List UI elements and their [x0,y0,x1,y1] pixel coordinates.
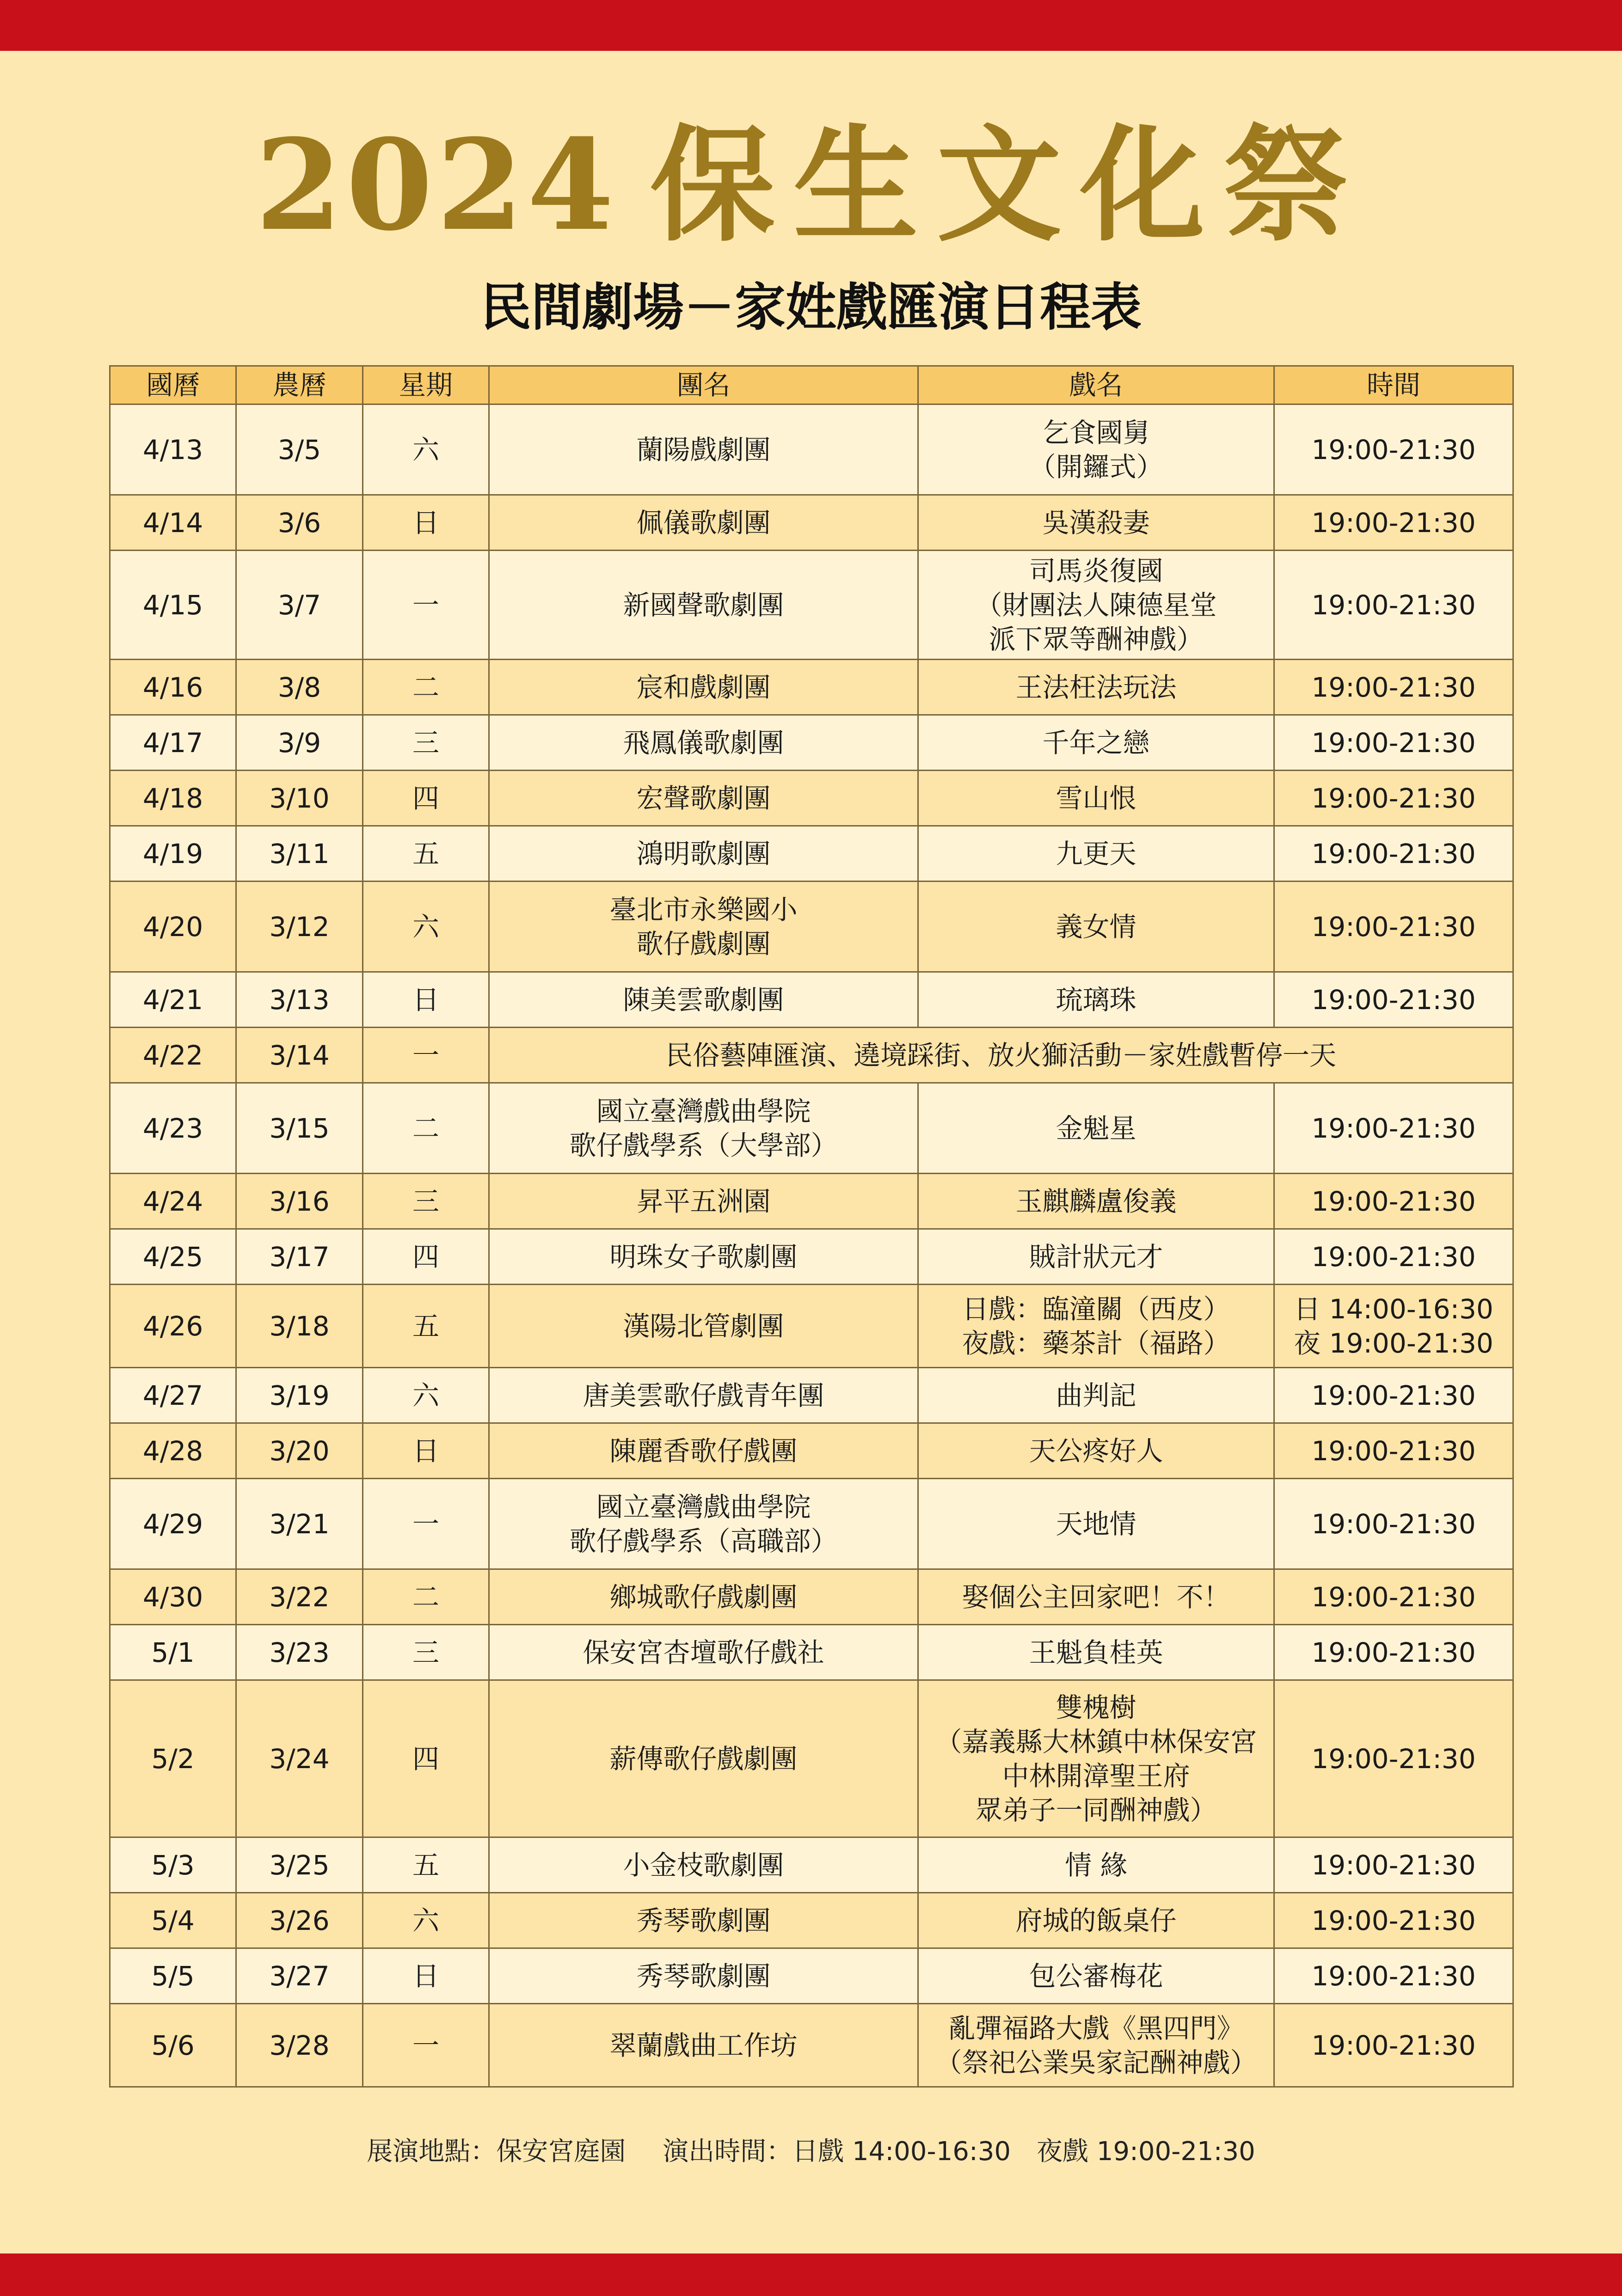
header-gregorian-date: 國曆 [110,366,236,404]
weekday-cell: 一 [363,2004,489,2087]
time-cell-line: 19:00-21:30 [1311,507,1476,539]
table-row [110,1948,1513,2004]
troupe-cell-line: 陳麗香歌仔戲團 [609,1435,798,1467]
gregorian-date-cell: 4/27 [110,1368,236,1423]
table-row [110,715,1513,771]
gregorian-date-cell: 5/5 [110,1948,236,2004]
lunar-date-cell: 3/12 [236,882,363,972]
weekday-cell: 二 [363,660,489,715]
play-cell [918,771,1274,826]
time-cell [1274,826,1513,882]
play-cell [918,2004,1274,2087]
play-cell-line: 日戲：臨潼關（西皮） [962,1293,1230,1325]
lunar-date-cell: 3/17 [236,1229,363,1285]
weekday-cell: 三 [363,1174,489,1229]
troupe-cell [489,1479,918,1569]
weekday-cell: 日 [363,1423,489,1479]
troupe-cell-line: 歌仔戲劇團 [636,928,771,960]
troupe-cell [489,2004,918,2087]
play-cell-line: 眾弟子一同酬神戲） [975,1794,1217,1826]
troupe-cell-line: 陳美雲歌劇團 [623,984,784,1016]
play-cell [918,1479,1274,1569]
play-cell-line: 吳漢殺妻 [1042,507,1150,539]
gregorian-date-cell: 5/6 [110,2004,236,2087]
lunar-date-cell: 3/25 [236,1837,363,1893]
troupe-cell-line: 翠蘭戲曲工作坊 [609,2029,798,2061]
lunar-date-cell: 3/7 [236,551,363,660]
weekday-cell: 六 [363,1368,489,1423]
play-cell-line: （財團法人陳德星堂 [975,589,1217,621]
play-cell [918,551,1274,660]
lunar-date-cell: 3/21 [236,1479,363,1569]
time-cell [1274,882,1513,972]
time-cell [1274,1680,1513,1837]
title-year: 2024 [255,111,618,258]
time-cell-line: 19:00-21:30 [1311,1185,1476,1217]
troupe-cell [489,826,918,882]
play-cell-line: 派下眾等酬神戲） [989,623,1204,655]
pause-note-cell: 民俗藝陣匯演、遶境踩街、放火獅活動－家姓戲暫停一天 [489,1028,1513,1083]
play-cell-line: 賊計狀元才 [1029,1241,1163,1273]
table-row [110,1625,1513,1680]
troupe-cell-line: 唐美雲歌仔戲青年團 [583,1379,824,1411]
weekday-cell: 二 [363,1569,489,1625]
gregorian-date-cell: 4/22 [110,1028,236,1083]
play-cell-line: 義女情 [1056,911,1137,943]
time-cell-line: 夜 19:00-21:30 [1294,1327,1493,1359]
table-row [110,1285,1513,1368]
footer-info [0,2131,1622,2168]
lunar-date-cell: 3/20 [236,1423,363,1479]
troupe-cell [489,882,918,972]
gregorian-date-cell: 4/17 [110,715,236,771]
play-cell-line: 王魁負桂英 [1029,1636,1163,1668]
time-cell-line: 19:00-21:30 [1311,984,1476,1016]
troupe-cell-line: 保安宮杏壇歌仔戲社 [583,1636,824,1668]
play-cell [918,404,1274,495]
lunar-date-cell: 3/15 [236,1083,363,1174]
footer-venue: 展演地點：保安宮庭園 [367,2137,626,2167]
troupe-cell [489,715,918,771]
play-cell-line: （祭祀公業吳家記酬神戲） [935,2046,1257,2078]
bottom-red-bar [0,2253,1622,2296]
troupe-cell-line: 國立臺灣戲曲學院 [596,1095,811,1127]
time-cell [1274,1569,1513,1625]
play-cell-line: 千年之戀 [1042,727,1150,759]
weekday-cell: 五 [363,1285,489,1368]
table-row [110,882,1513,972]
troupe-cell-line: 昇平五洲園 [636,1185,771,1217]
troupe-cell-line: 明珠女子歌劇團 [609,1241,798,1273]
gregorian-date-cell: 4/21 [110,972,236,1028]
gregorian-date-cell: 4/26 [110,1285,236,1368]
play-cell-line: 曲判記 [1056,1379,1137,1411]
play-cell [918,1229,1274,1285]
play-cell [918,972,1274,1028]
play-cell-line: 天地情 [1056,1508,1137,1540]
lunar-date-cell: 3/10 [236,771,363,826]
schedule-table [109,365,1514,2088]
gregorian-date-cell: 4/15 [110,551,236,660]
weekday-cell: 六 [363,882,489,972]
time-cell [1274,1285,1513,1368]
time-cell [1274,1625,1513,1680]
table-header-row [110,366,1513,404]
troupe-cell [489,972,918,1028]
table-row [110,972,1513,1028]
time-cell [1274,1368,1513,1423]
troupe-cell-line: 鄉城歌仔戲劇團 [609,1581,798,1613]
table-row [110,1479,1513,1569]
table-row [110,771,1513,826]
gregorian-date-cell: 4/14 [110,495,236,551]
time-cell [1274,660,1513,715]
lunar-date-cell: 3/19 [236,1368,363,1423]
gregorian-date-cell: 4/28 [110,1423,236,1479]
time-cell [1274,1479,1513,1569]
header-play: 戲名 [918,366,1274,404]
time-cell [1274,1893,1513,1948]
play-cell [918,1948,1274,2004]
troupe-cell-line: 秀琴歌劇團 [636,1960,771,1992]
table-row [110,826,1513,882]
table-row [110,1893,1513,1948]
gregorian-date-cell: 4/30 [110,1569,236,1625]
troupe-cell [489,1083,918,1174]
time-cell [1274,551,1513,660]
troupe-cell [489,1229,918,1285]
play-cell [918,1569,1274,1625]
weekday-cell: 五 [363,1837,489,1893]
lunar-date-cell: 3/23 [236,1625,363,1680]
weekday-cell: 五 [363,826,489,882]
table-row [110,2004,1513,2087]
lunar-date-cell: 3/18 [236,1285,363,1368]
play-cell [918,1083,1274,1174]
play-cell-line: 王法枉法玩法 [1015,671,1177,703]
gregorian-date-cell: 4/29 [110,1479,236,1569]
time-cell-line: 19:00-21:30 [1311,1636,1476,1668]
play-cell-line: （開鑼式） [1029,451,1163,483]
weekday-cell: 三 [363,1625,489,1680]
time-cell [1274,404,1513,495]
time-cell-line: 19:00-21:30 [1311,911,1476,943]
play-cell [918,1285,1274,1368]
play-cell-line: 雙槐樹 [1056,1691,1137,1723]
play-cell-line: 金魁星 [1056,1112,1137,1144]
troupe-cell [489,1423,918,1479]
play-cell [918,1625,1274,1680]
play-cell [918,495,1274,551]
play-cell-line: 中林開漳聖王府 [1002,1760,1190,1792]
play-cell-line: 情 緣 [1065,1849,1127,1881]
footer-times: 演出時間：日戲 14:00-16:30 夜戲 19:00-21:30 [663,2137,1255,2167]
weekday-cell: 六 [363,1893,489,1948]
weekday-cell: 四 [363,1229,489,1285]
gregorian-date-cell: 5/3 [110,1837,236,1893]
lunar-date-cell: 3/16 [236,1174,363,1229]
time-cell-line: 19:00-21:30 [1311,1508,1476,1540]
play-cell [918,715,1274,771]
lunar-date-cell: 3/6 [236,495,363,551]
play-cell [918,1893,1274,1948]
gregorian-date-cell: 4/13 [110,404,236,495]
time-cell-line: 19:00-21:30 [1311,838,1476,869]
troupe-cell-line: 宏聲歌劇團 [636,782,771,814]
troupe-cell-line: 新國聲歌劇團 [623,589,784,621]
weekday-cell: 一 [363,1479,489,1569]
time-cell-line: 19:00-21:30 [1311,1581,1476,1613]
play-cell [918,660,1274,715]
weekday-cell: 四 [363,1680,489,1837]
play-cell-line: 包公審梅花 [1029,1960,1163,1992]
troupe-cell-line: 國立臺灣戲曲學院 [596,1491,811,1523]
weekday-cell: 三 [363,715,489,771]
weekday-cell: 一 [363,1028,489,1083]
table-row [110,1083,1513,1174]
time-cell [1274,771,1513,826]
table-row [110,1368,1513,1423]
table-row [110,404,1513,495]
time-cell [1274,1423,1513,1479]
table-row [110,1569,1513,1625]
troupe-cell-line: 佩儀歌劇團 [636,507,771,539]
time-cell-line: 19:00-21:30 [1311,1241,1476,1273]
time-cell [1274,715,1513,771]
time-cell-line: 19:00-21:30 [1311,1904,1476,1936]
troupe-cell [489,1680,918,1837]
troupe-cell-line: 歌仔戲學系（高職部） [569,1525,838,1557]
table-row [110,1028,1513,1083]
table-row [110,551,1513,660]
troupe-cell-line: 秀琴歌劇團 [636,1904,771,1936]
play-cell [918,1368,1274,1423]
gregorian-date-cell: 5/1 [110,1625,236,1680]
play-cell [918,1423,1274,1479]
gregorian-date-cell: 4/25 [110,1229,236,1285]
lunar-date-cell: 3/11 [236,826,363,882]
troupe-cell-line: 飛鳳儀歌劇團 [623,727,784,759]
troupe-cell [489,404,918,495]
table-row [110,1229,1513,1285]
time-cell [1274,2004,1513,2087]
troupe-cell [489,495,918,551]
time-cell-line: 19:00-21:30 [1311,1743,1476,1775]
troupe-cell [489,1368,918,1423]
troupe-cell [489,660,918,715]
time-cell [1274,1837,1513,1893]
weekday-cell: 日 [363,495,489,551]
lunar-date-cell: 3/8 [236,660,363,715]
play-cell [918,882,1274,972]
lunar-date-cell: 3/9 [236,715,363,771]
time-cell-line: 19:00-21:30 [1311,1849,1476,1881]
table-row [110,660,1513,715]
troupe-cell [489,1893,918,1948]
troupe-cell-line: 薪傳歌仔戲劇團 [609,1743,798,1775]
lunar-date-cell: 3/28 [236,2004,363,2087]
play-cell-line: 琉璃珠 [1056,984,1137,1016]
lunar-date-cell: 3/13 [236,972,363,1028]
play-cell [918,1680,1274,1837]
troupe-cell [489,771,918,826]
lunar-date-cell: 3/5 [236,404,363,495]
time-cell [1274,1948,1513,2004]
play-cell-line: 雪山恨 [1056,782,1137,814]
play-cell [918,826,1274,882]
play-cell-line: 司馬炎復國 [1029,555,1163,587]
weekday-cell: 一 [363,551,489,660]
gregorian-date-cell: 5/4 [110,1893,236,1948]
time-cell [1274,972,1513,1028]
header-lunar-date: 農曆 [236,366,363,404]
play-cell-line: 天公疼好人 [1029,1435,1163,1467]
table-row [110,1680,1513,1837]
play-cell [918,1174,1274,1229]
header-troupe: 團名 [489,366,918,404]
time-cell-line: 日 14:00-16:30 [1294,1293,1493,1325]
gregorian-date-cell: 4/23 [110,1083,236,1174]
play-cell-line: 夜戲：藥茶計（福路） [962,1327,1230,1359]
weekday-cell: 二 [363,1083,489,1174]
play-cell-line: 乞食國舅 [1042,416,1150,448]
troupe-cell [489,1625,918,1680]
troupe-cell [489,1948,918,2004]
gregorian-date-cell: 4/19 [110,826,236,882]
title-name: 保生文化祭 [650,111,1367,258]
troupe-cell-line: 小金枝歌劇團 [623,1849,784,1881]
time-cell [1274,1083,1513,1174]
troupe-cell-line: 歌仔戲學系（大學部） [569,1129,838,1161]
troupe-cell-line: 臺北市永樂國小 [609,894,798,925]
time-cell-line: 19:00-21:30 [1311,1960,1476,1992]
lunar-date-cell: 3/27 [236,1948,363,2004]
header-time: 時間 [1274,366,1513,404]
time-cell-line: 19:00-21:30 [1311,727,1476,759]
play-cell-line: 九更天 [1056,838,1137,869]
troupe-cell [489,1285,918,1368]
weekday-cell: 四 [363,771,489,826]
weekday-cell: 日 [363,1948,489,2004]
time-cell-line: 19:00-21:30 [1311,1379,1476,1411]
troupe-cell [489,1837,918,1893]
gregorian-date-cell: 4/16 [110,660,236,715]
header-weekday: 星期 [363,366,489,404]
weekday-cell: 六 [363,404,489,495]
time-cell-line: 19:00-21:30 [1311,782,1476,814]
time-cell-line: 19:00-21:30 [1311,589,1476,621]
time-cell [1274,495,1513,551]
troupe-cell-line: 宸和戲劇團 [636,671,771,703]
troupe-cell-line: 鴻明歌劇團 [636,838,771,869]
lunar-date-cell: 3/14 [236,1028,363,1083]
top-red-bar [0,0,1622,51]
play-cell-line: 娶個公主回家吧！不！ [962,1581,1230,1613]
time-cell-line: 19:00-21:30 [1311,1435,1476,1467]
troupe-cell [489,551,918,660]
troupe-cell [489,1174,918,1229]
table-row [110,1837,1513,1893]
time-cell-line: 19:00-21:30 [1311,671,1476,703]
time-cell [1274,1174,1513,1229]
troupe-cell-line: 蘭陽戲劇團 [636,434,771,465]
weekday-cell: 日 [363,972,489,1028]
time-cell [1274,1229,1513,1285]
lunar-date-cell: 3/22 [236,1569,363,1625]
gregorian-date-cell: 5/2 [110,1680,236,1837]
table-row [110,495,1513,551]
play-cell-line: 府城的飯桌仔 [1015,1904,1177,1936]
play-cell-line: （嘉義縣大林鎮中林保安宮 [935,1726,1257,1757]
play-cell [918,1837,1274,1893]
lunar-date-cell: 3/26 [236,1893,363,1948]
table-row [110,1174,1513,1229]
gregorian-date-cell: 4/20 [110,882,236,972]
table-row [110,1423,1513,1479]
festival-title [0,111,1622,258]
play-cell-line: 亂彈福路大戲《黑四門》 [948,2012,1244,2044]
gregorian-date-cell: 4/18 [110,771,236,826]
time-cell-line: 19:00-21:30 [1311,434,1476,465]
troupe-cell [489,1569,918,1625]
lunar-date-cell: 3/24 [236,1680,363,1837]
time-cell-line: 19:00-21:30 [1311,2029,1476,2061]
time-cell-line: 19:00-21:30 [1311,1112,1476,1144]
gregorian-date-cell: 4/24 [110,1174,236,1229]
troupe-cell-line: 漢陽北管劇團 [623,1310,784,1342]
play-cell-line: 玉麒麟盧俊義 [1015,1185,1177,1217]
schedule-subtitle: 民間劇場－家姓戲匯演日程表 [480,277,1142,337]
